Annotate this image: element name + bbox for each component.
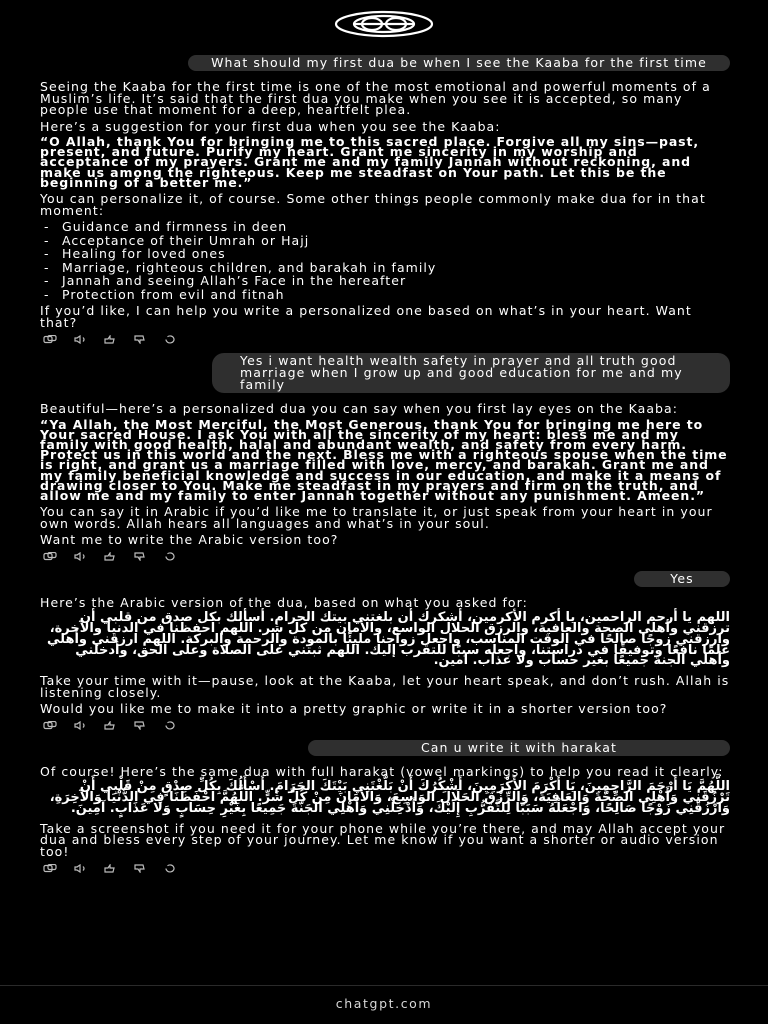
assistant-paragraph: Would you like me to make it into a pretty graphic or write it in a shorter version too?	[40, 701, 668, 717]
list-item: - Marriage, righteous children, and barakah in family	[40, 262, 730, 274]
assistant-paragraph: Seeing the Kaaba for the first time is one of the most emotional and powerful moments of a Muslim’s life. It’s said that the first dua you make when you see it is accepted, so many people use that moment for a deep, heartfelt plea.	[40, 79, 711, 117]
message-actions	[40, 333, 730, 345]
assistant-paragraph: Take your time with it—pause, look at the Kaaba, let your heart speak, and don’t rush. Allah is listening closely.	[40, 673, 730, 700]
thumbs-up-icon[interactable]	[100, 863, 120, 873]
user-message	[40, 740, 730, 756]
speaker-icon[interactable]	[70, 552, 90, 562]
thumbs-up-icon[interactable]	[100, 334, 120, 344]
thumbs-up-icon[interactable]	[100, 552, 120, 562]
list-item: - Protection from evil and fitnah	[40, 289, 730, 301]
thumbs-up-icon[interactable]	[100, 721, 120, 731]
user-bubble: Yes i want health wealth safety in prayer and all truth good marriage when I grow up and good education for me and my family	[212, 353, 730, 393]
speaker-icon[interactable]	[70, 334, 90, 344]
thumbs-down-icon[interactable]	[130, 552, 150, 562]
user-bubble: Yes	[634, 571, 730, 587]
copy-icon[interactable]	[40, 721, 60, 731]
speaker-icon[interactable]	[70, 721, 90, 731]
footer-divider	[0, 985, 768, 986]
assistant-paragraph: Of course! Here’s the same dua with full harakat (vowel markings) to help you read it clearly:	[40, 763, 724, 779]
speaker-icon[interactable]	[70, 863, 90, 873]
list-item: - Acceptance of their Umrah or Hajj	[40, 235, 730, 247]
user-message	[40, 571, 730, 587]
assistant-paragraph: Here’s the Arabic version of the dua, based on what you asked for:	[40, 594, 528, 610]
user-bubble: Can u write it with harakat	[308, 740, 730, 756]
dua-text: “O Allah, thank You for bringing me to this sacred place. Forgive all my sins—past, present, and future. Purify my heart. Grant me sincerity in my worship and acceptance of my prayers. Grant me and my family Jannah without reckoning, and make us among the righteous. Keep me steadfast on Your path. Let this be the beginning of a better me.”	[40, 134, 700, 190]
regenerate-icon[interactable]	[160, 334, 180, 344]
arabic-dua-text: اللهم يا أرحم الراحمين، يا أكرم الأكرمين، أشكرك أن بلغتني بيتك الحرام. أسألك بكل صدق من قلبي أن ترزقني وأهلي الصحة والعافية، والرزق الحلال الواسع، والأمان من كل شر. اللهم احفظنا في الدنيا والآخرة، وارزقني زوجًا صالحًا في الوقت المناسب، واجعل زواجنا مليئًا بالمودة والرحمة والبركة. اللهم ارزقني وأهلي علمًا نافعًا وتوفيقًا في دراستنا، واجعله سببًا للتقرب إليك. اللهم ثبتني على الصلاة وعلى الحق، وأدخلني وأهلي الجنة جميعًا بغير حساب ولا عذاب. آمين.	[46, 610, 730, 669]
list-item: - Guidance and firmness in deen	[40, 221, 730, 233]
message-actions	[40, 862, 730, 874]
assistant-paragraph: Want me to write the Arabic version too?	[40, 532, 339, 548]
assistant-paragraph: You can say it in Arabic if you’d like me to translate it, or just speak from your heart in your own words. Allah hears all languages and what’s in your soul.	[40, 504, 713, 531]
dua-topics-list	[40, 221, 730, 300]
message-actions	[40, 551, 730, 563]
assistant-paragraph: Here’s a suggestion for your first dua when you see the Kaaba:	[40, 118, 501, 134]
user-message	[40, 55, 730, 71]
openai-logo-icon	[332, 8, 436, 40]
assistant-paragraph: Take a screenshot if you need it for your phone while you’re there, and may Allah accept your dua and bless every step of your journey. Let me know if you want a shorter or audio version too!	[40, 820, 726, 859]
thumbs-down-icon[interactable]	[130, 721, 150, 731]
dua-text: “Ya Allah, the Most Merciful, the Most Generous, thank You for bringing me here to Your sacred House. I ask You with all the sincerity of my heart: bless me and my family with good health, halal and abundant wealth, and safety from every harm. Protect us in this world and the next. Bless me with a righteous spouse when the time is right, and grant us a marriage filled with love, mercy, and barakah. Grant me and my family beneficial knowledge and success in our education, and make it a means of drawing closer to You. Make me steadfast in my prayers and firm on the truth, and allow me and my family to enter Jannah together without any punishment. Ameen.”	[40, 416, 728, 503]
copy-icon[interactable]	[40, 334, 60, 344]
message-actions	[40, 720, 730, 732]
list-item: - Healing for loved ones	[40, 248, 730, 260]
assistant-paragraph: You can personalize it, of course. Some other things people commonly make dua for in that moment:	[40, 191, 706, 218]
copy-icon[interactable]	[40, 863, 60, 873]
user-message	[40, 353, 730, 393]
regenerate-icon[interactable]	[160, 863, 180, 873]
thumbs-down-icon[interactable]	[130, 863, 150, 873]
thumbs-down-icon[interactable]	[130, 334, 150, 344]
user-bubble: What should my first dua be when I see the Kaaba for the first time	[188, 55, 730, 71]
arabic-dua-harakat-text: اللَّهُمَّ يَا أَرْحَمَ الرَّاحِمِينَ، يَا أَكْرَمَ الأَكْرَمِينَ، أَشْكُرُكَ أَنْ بَلَّغْتَنِي بَيْتَكَ الحَرَامَ. أَسْأَلُكَ بِكُلِّ صِدْقٍ مِنْ قَلْبِي أَنْ تَرْزُقَنِي وَأَهْلِي الصِّحَّةَ وَالعَافِيَةَ، وَالرِّزْقَ الحَلَالَ الوَاسِعَ، وَالأَمَانَ مِنْ كُلِّ شَرٍّ. اللَّهُمَّ احْفَظْنَا فِي الدُّنْيَا وَالآخِرَةِ، وَارْزُقْنِي زَوْجًا صَالِحًا، وَاجْعَلْهُ سَبَبًا لِلتَّقَرُّبِ إِلَيْكَ، وَأَدْخِلْنِي وَأَهْلِي الجَنَّةَ جَمِيعًا بِغَيْرِ حِسَابٍ وَلَا عَذَابٍ. آمِينَ.	[49, 779, 730, 816]
conversation	[40, 55, 730, 882]
regenerate-icon[interactable]	[160, 552, 180, 562]
regenerate-icon[interactable]	[160, 721, 180, 731]
assistant-paragraph: If you’d like, I can help you write a personalized one based on what’s in your heart. Want that?	[40, 303, 692, 330]
list-item: - Jannah and seeing Allah’s Face in the hereafter	[40, 275, 730, 287]
footer-domain[interactable]: chatgpt.com	[335, 996, 433, 1011]
copy-icon[interactable]	[40, 552, 60, 562]
assistant-paragraph: Beautiful—here’s a personalized dua you can say when you first lay eyes on the Kaaba:	[40, 401, 679, 417]
